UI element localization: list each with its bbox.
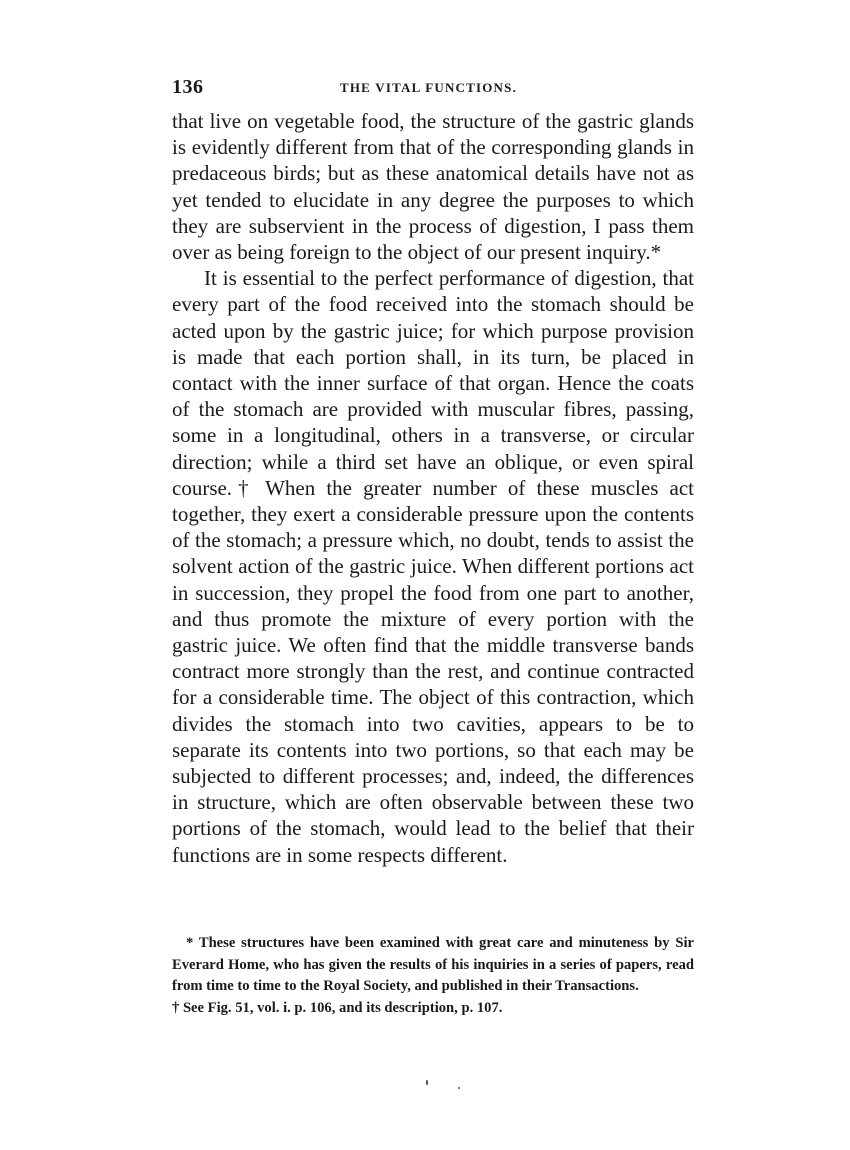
running-title: THE VITAL FUNCTIONS. [340, 80, 518, 95]
speck-mark [458, 1087, 460, 1089]
paragraph-continued: that live on vegetable food, the structure of the gastric glands is evidently different from that of the corresponding glands in predaceous birds; but as these anatomical details have not as yet tended to elucidate in any degree the purposes to which they are subservient in the process of digestion, I pass them over as being foreign to the object of our present inquiry.* [172, 109, 694, 265]
footnotes [172, 933, 694, 1019]
body-text [172, 108, 694, 868]
footnote-asterisk: * These structures have been examined with great care and minuteness by Sir Everard Home, who has given the results of his inquiries in a series of papers, read from time to time to the Royal Society, and published in their Transactions. [172, 935, 694, 995]
print-specks [424, 1078, 464, 1094]
running-head [172, 76, 692, 100]
speck-mark [426, 1080, 428, 1085]
page-number: 136 [172, 76, 204, 98]
paragraph-digestion: It is essential to the perfect performance of digestion, that every part of the food received into the stomach should be acted upon by the gastric juice; for which purpose provision is made that each portion shall, in its turn, be placed in contact with the inner surface of that organ. Hence the coats of the stomach are provided with muscular fibres, passing, some in a longitudinal, others in a transverse, or circular direction; while a third set have an oblique, or even spiral course.† When the greater number of these muscles act together, they exert a considerable pressure upon the contents of the stomach; a pressure which, no doubt, tends to assist the solvent action of the gastric juice. When different portions act in succession, they propel the food from one part to another, and thus promote the mixture of every portion with the gastric juice. We often find that the middle transverse bands contract more strongly than the rest, and continue contracted for a considerable time. The object of this contraction, which divides the stomach into two cavities, appears to be to separate its contents into two portions, so that each may be subjected to different processes; and, indeed, the differences in structure, which are often observable between these two portions of the stomach, would lead to the belief that their functions are in some respects different. [172, 266, 694, 867]
footnote-dagger: † See Fig. 51, vol. i. p. 106, and its description, p. 107. [172, 999, 503, 1016]
